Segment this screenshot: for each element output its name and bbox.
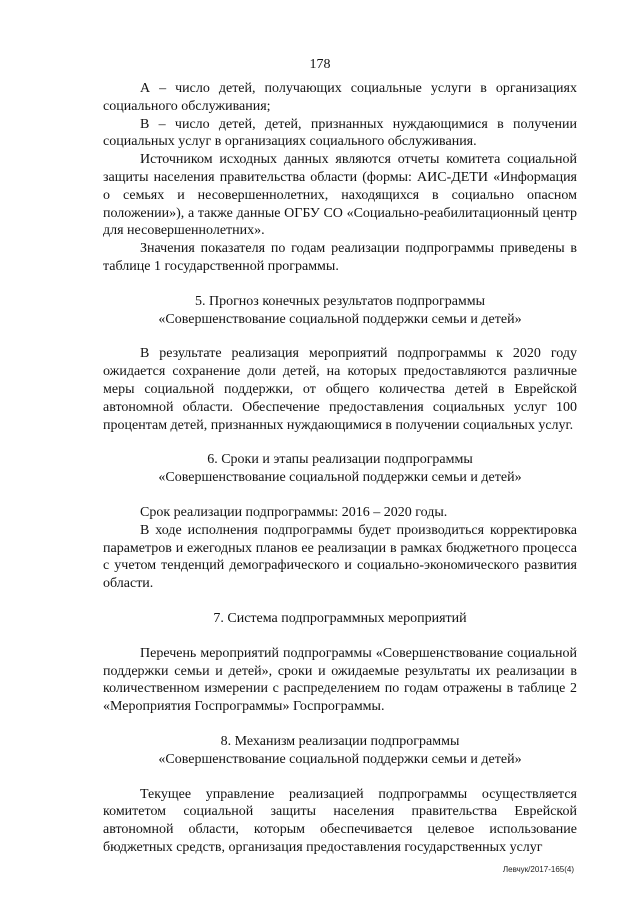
- section-6-heading-line1: 6. Сроки и этапы реализации подпрограммы: [207, 452, 473, 468]
- footer-document-code: Левчук/2017-165(4): [502, 865, 574, 874]
- section-6-text-term: Срок реализации подпрограммы: 2016 – 2020 годы.: [140, 504, 448, 520]
- section-8-heading-line1: 8. Механизм реализации подпрограммы: [220, 733, 460, 749]
- paragraph-definition-b: В – число детей, детей, признанных нуждающимися в получении социальных услуг в организациях социального обслуживания.: [103, 116, 577, 150]
- document-body: [103, 80, 577, 857]
- section-5-text: В результате реализация мероприятий подпрограммы к 2020 году ожидается сохранение доли детей, на которых предоставляются различные меры социальной поддержки, от общего количества детей в Еврейской автономной области. Обеспечение предоставления социальных услуг 100 процентам детей, признанных нуждающимися в получении социальных услуг.: [103, 346, 577, 433]
- paragraph-data-sources: Источником исходных данных являются отчеты комитета социальной защиты населения правительства области (формы: АИС-ДЕТИ «Информация о семьях и несовершеннолетних, находящихся в социально опасном положении»), а также данные ОГБУ СО «Социально-реабилитационный центр для несовершеннолетних».: [103, 152, 577, 239]
- section-8-heading-line2: «Совершенствование социальной поддержки семьи и детей»: [158, 751, 522, 767]
- section-5-heading-line2: «Совершенствование социальной поддержки семьи и детей»: [158, 311, 522, 327]
- section-8-text: Текущее управление реализацией подпрограммы осуществляется комитетом социальной защиты населения правительства Еврейской автономной области, которым обеспечивается целевое использование бюджетных средств, организация предоставления государственных услуг: [103, 786, 577, 855]
- paragraph-indicator-values: Значения показателя по годам реализации подпрограммы приведены в таблице 1 государственной программы.: [103, 241, 577, 274]
- paragraph-definition-a: А – число детей, получающих социальные услуги в организациях социального обслуживания;: [103, 81, 577, 114]
- page-number: 178: [309, 57, 331, 72]
- section-7-text: Перечень мероприятий подпрограммы «Совершенствование социальной поддержки семьи и детей», сроки и ожидаемые результаты их реализации в количественном измерении с распределением по годам отражены в таблице 2 «Мероприятия Госпрограммы» Госпрограммы.: [103, 645, 577, 715]
- section-6-heading-line2: «Совершенствование социальной поддержки семьи и детей»: [158, 470, 522, 486]
- section-7-heading: 7. Система подпрограммных мероприятий: [213, 610, 467, 626]
- section-5-heading-line1: 5. Прогноз конечных результатов подпрограммы: [194, 293, 486, 309]
- section-6-text-adjustment: В ходе исполнения подпрограммы будет производиться корректировка параметров и ежегодных планов ее реализации в рамках бюджетного процесса с учетом тенденций демографического и социально-экономического развития области.: [103, 522, 577, 592]
